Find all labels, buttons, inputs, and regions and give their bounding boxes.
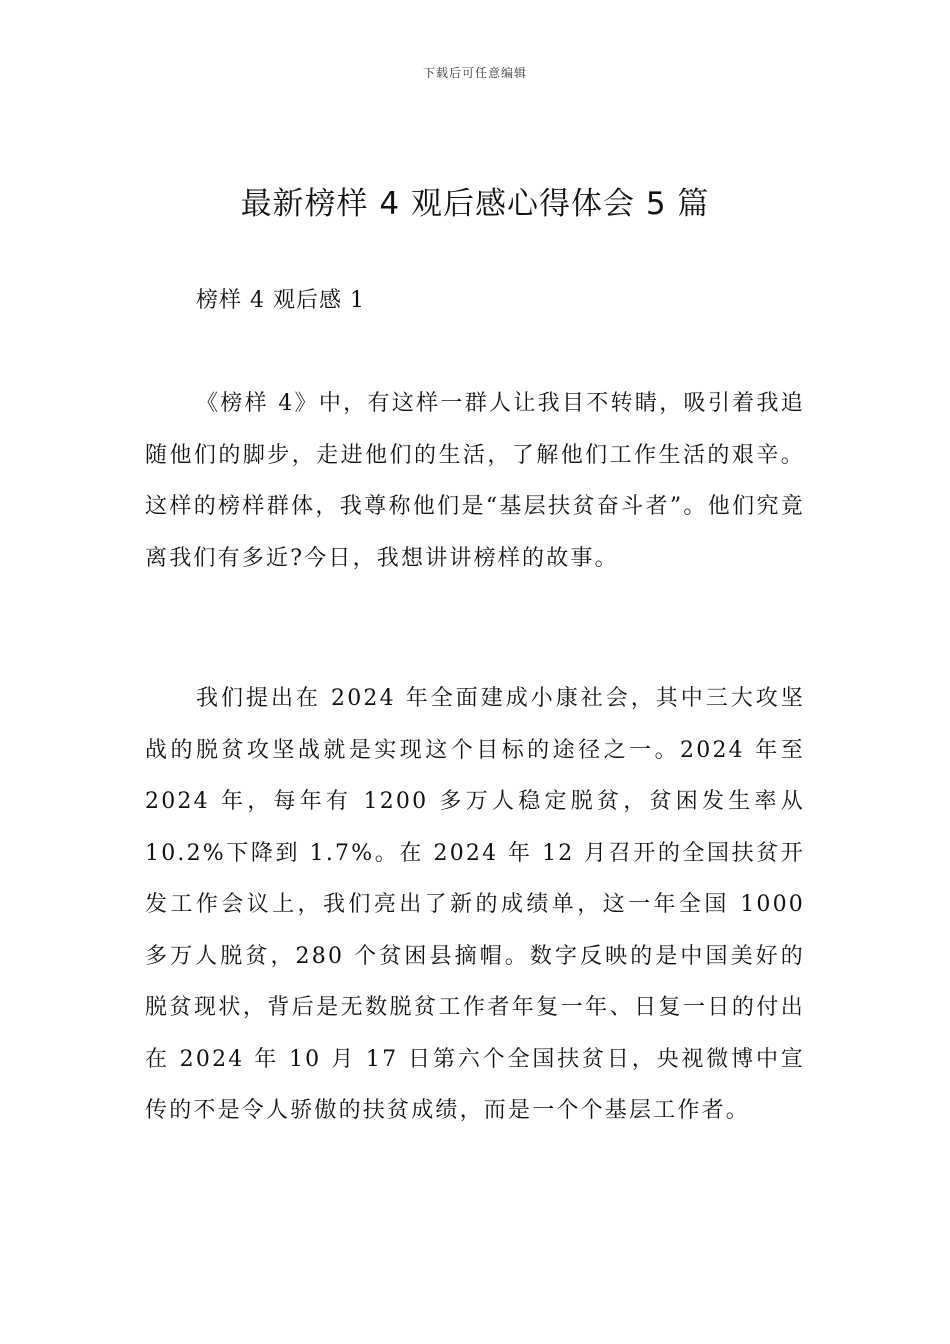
header-note: 下载后可任意编辑 — [422, 66, 527, 80]
document-title: 最新榜样 4 观后感心得体会 5 篇 — [240, 186, 710, 222]
section-heading: 榜样 4 观后感 1 — [196, 288, 365, 313]
paragraph-1: 《榜样 4》中，有这样一群人让我目不转睛，吸引着我追随他们的脚步，走进他们的生活，了解他们工作生活的艰辛。这样的榜样群体，我尊称他们是“基层扶贫奋斗者”。他们究竟离我们有多近?今日，我想讲讲榜样的故事。 — [145, 391, 805, 571]
paragraph-2: 我们提出在 2024 年全面建成小康社会，其中三大攻坚战的脱贫攻坚战就是实现这个目标的途径之一。2024 年至 2024 年，每年有 1200 多万人稳定脱贫，贫困发生率从 10.2%下降到 1.7%。在 2024 年 12 月召开的全国扶贫开发工作会议上，我们亮出了新的成绩单，这一年全国 1000 多万人脱贫，280 个贫困县摘帽。数字反映的是中国美好的脱贫现状，背后是无数脱贫工作者年复一年、日复一日的付出在 2024 年 10 月 17 日第六个全国扶贫日，央视微博中宣传的不是令人骄傲的扶贫成绩，而是一个个基层工作者。 — [145, 686, 805, 1123]
